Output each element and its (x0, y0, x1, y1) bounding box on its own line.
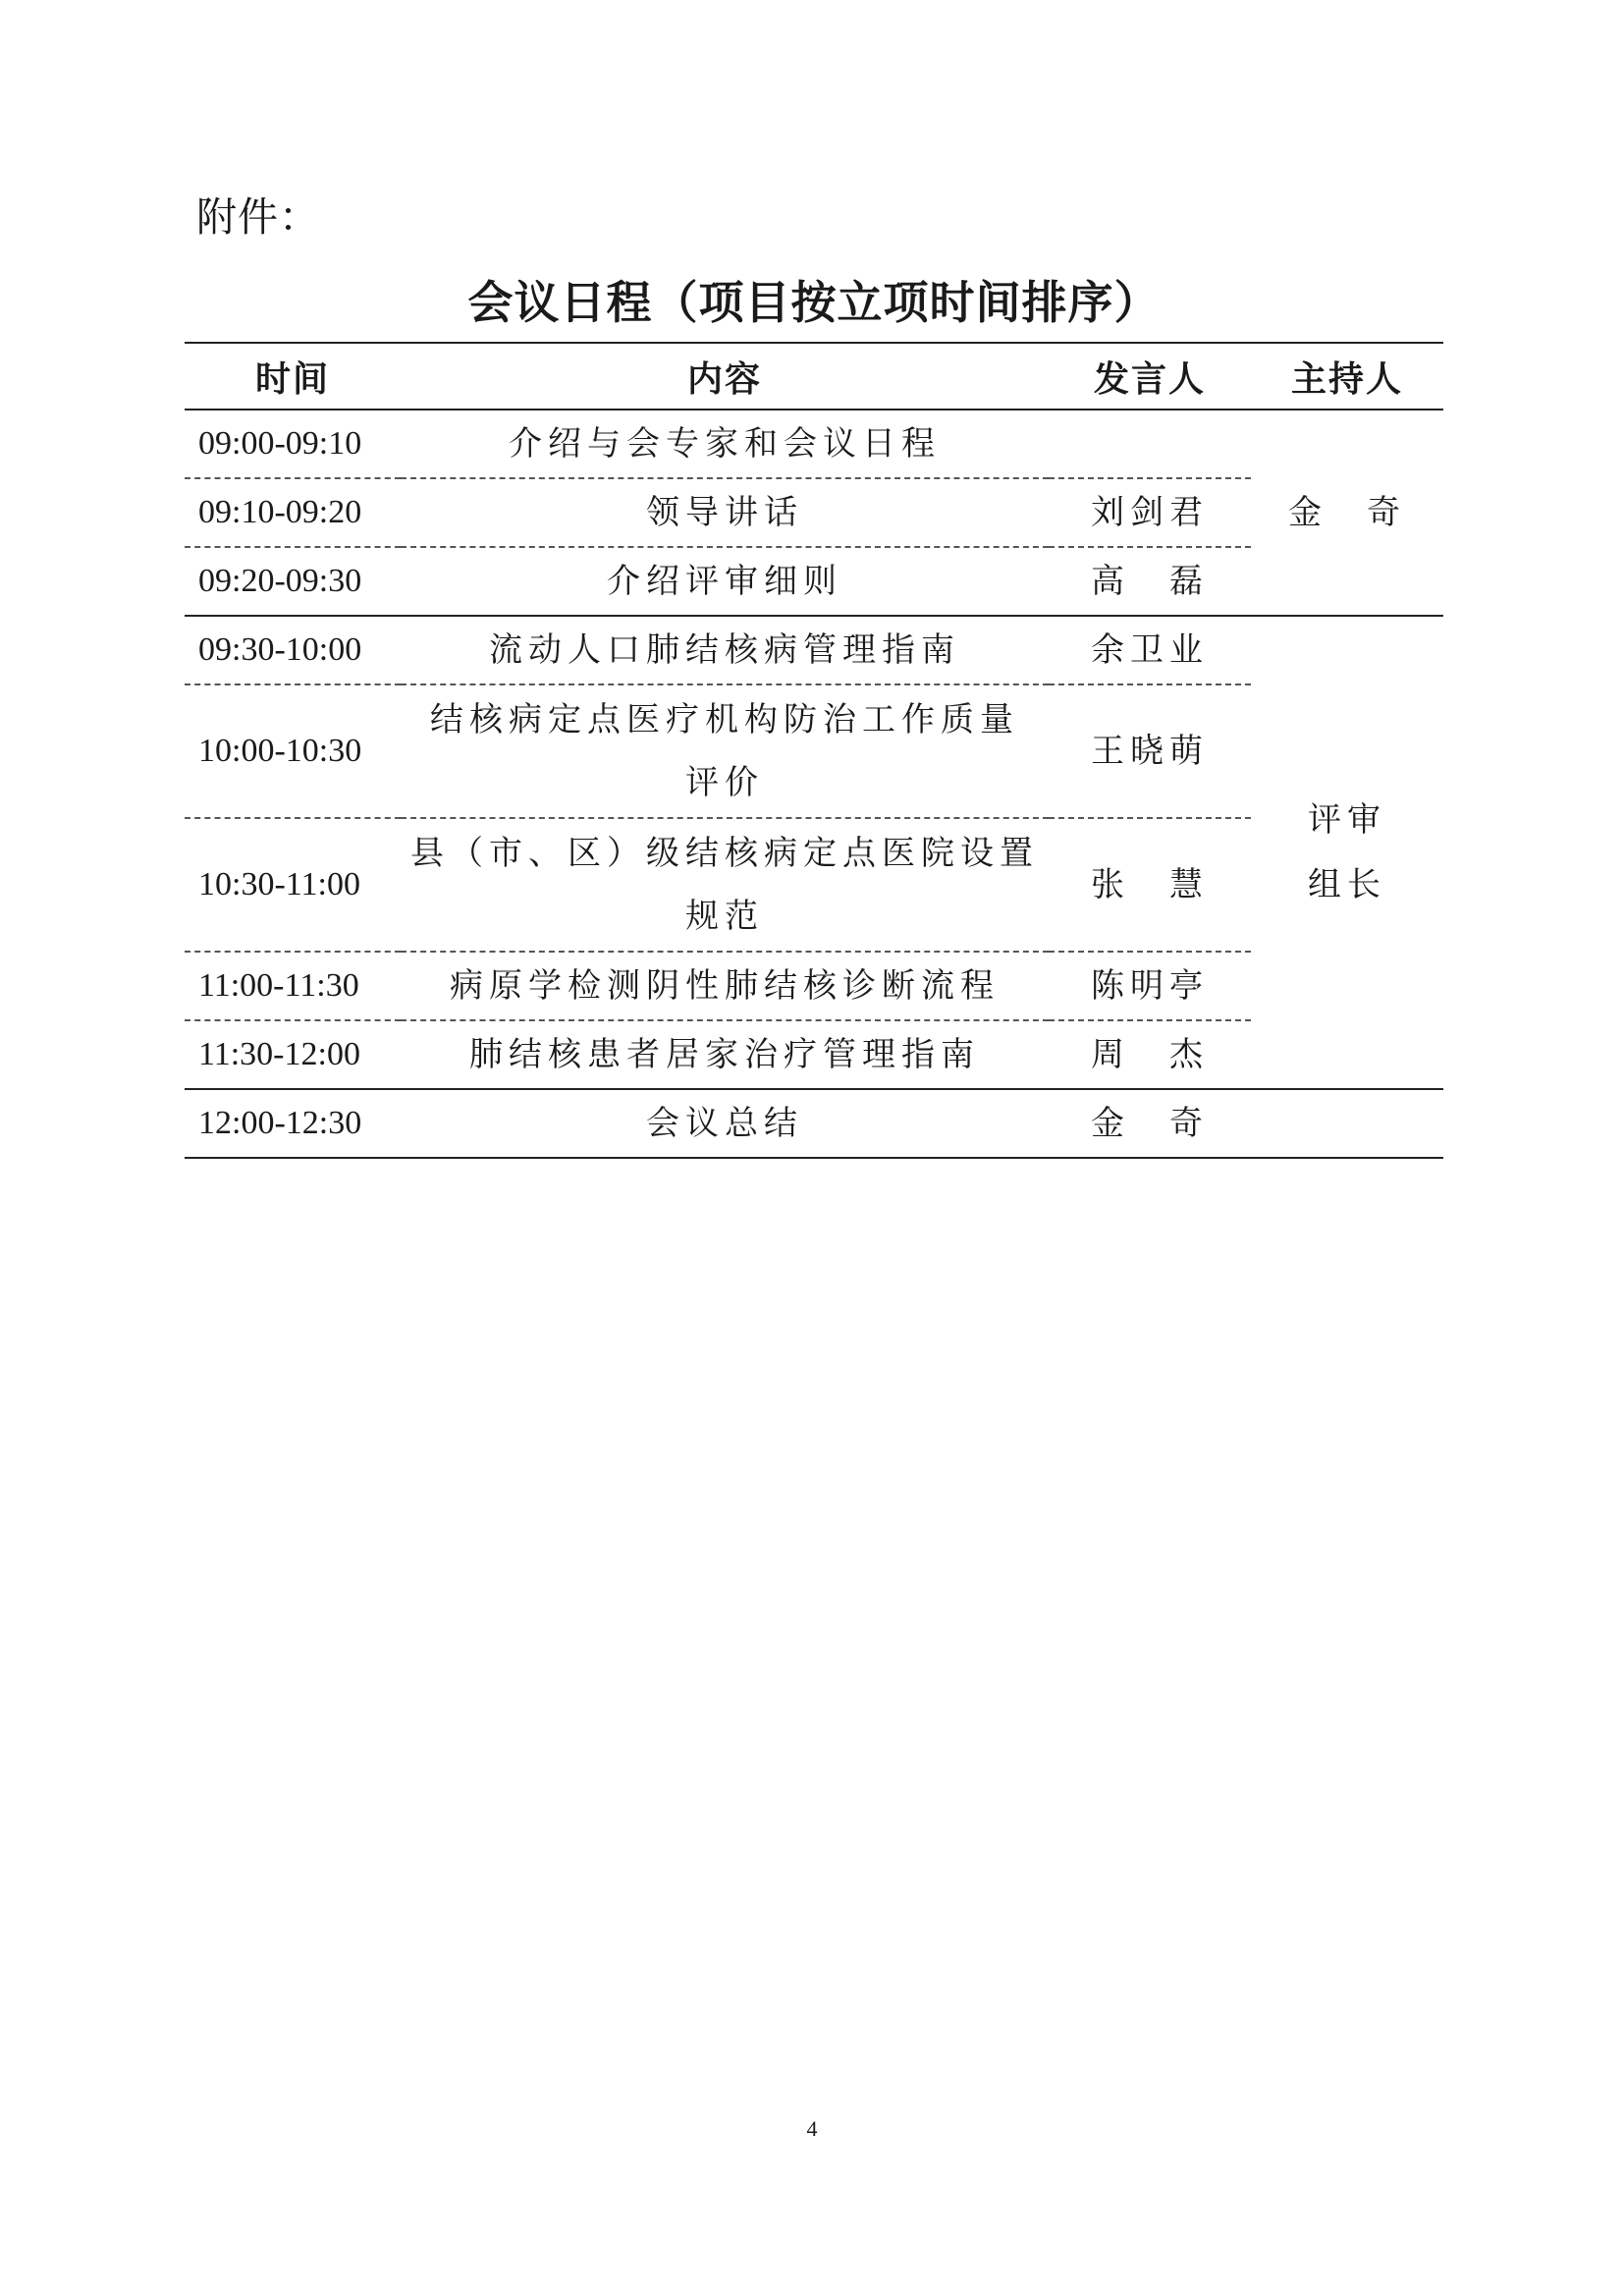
row-time: 12:00-12:30 (185, 1089, 401, 1158)
row-speaker: 高 磊 (1049, 547, 1251, 616)
schedule-table (185, 342, 1443, 1159)
row-time: 09:20-09:30 (185, 547, 401, 616)
row-time: 09:10-09:20 (185, 478, 401, 547)
attachment-label: 附件： (196, 193, 320, 241)
row-speaker: 余卫业 (1049, 616, 1251, 684)
host-name-line2: 组长 (1308, 865, 1386, 904)
row-content: 介绍与会专家和会议日程 (401, 410, 1049, 478)
row-speaker: 王晓萌 (1049, 684, 1251, 818)
page-number: 4 (806, 2116, 818, 2141)
host-cell (1251, 616, 1443, 1089)
row-speaker: 张 慧 (1049, 818, 1251, 952)
table-header-row (185, 343, 1443, 410)
row-content-line1: 结核病定点医疗机构防治工作质量 (430, 700, 1019, 739)
table-row (185, 1089, 1443, 1158)
row-speaker: 金 奇 (1049, 1089, 1251, 1158)
header-host: 主持人 (1251, 343, 1443, 410)
row-time: 09:30-10:00 (185, 616, 401, 684)
table-row (185, 410, 1443, 478)
row-content (401, 684, 1049, 818)
row-content-line2: 规范 (685, 897, 764, 936)
header-time: 时间 (185, 343, 401, 410)
row-time: 11:00-11:30 (185, 952, 401, 1020)
row-content: 会议总结 (401, 1089, 1049, 1158)
header-speaker: 发言人 (1049, 343, 1251, 410)
row-content: 领导讲话 (401, 478, 1049, 547)
row-speaker: 周 杰 (1049, 1020, 1251, 1089)
host-cell (1251, 1089, 1443, 1158)
host-name-line1: 评审 (1308, 800, 1386, 840)
header-content: 内容 (401, 343, 1049, 410)
row-content-line2: 评价 (685, 763, 764, 802)
row-content: 流动人口肺结核病管理指南 (401, 616, 1049, 684)
row-time: 11:30-12:00 (185, 1020, 401, 1089)
row-speaker: 陈明亭 (1049, 952, 1251, 1020)
host-name: 金 奇 (1288, 493, 1406, 532)
row-time: 10:00-10:30 (185, 684, 401, 818)
host-cell (1251, 410, 1443, 616)
row-time: 10:30-11:00 (185, 818, 401, 952)
row-content: 病原学检测阴性肺结核诊断流程 (401, 952, 1049, 1020)
row-speaker (1049, 410, 1251, 478)
row-content-line1: 县（市、区）级结核病定点医院设置 (410, 834, 1039, 873)
page-title: 会议日程（项目按立项时间排序） (467, 276, 1161, 329)
row-speaker: 刘剑君 (1049, 478, 1251, 547)
row-content (401, 818, 1049, 952)
row-content: 肺结核患者居家治疗管理指南 (401, 1020, 1049, 1089)
table-row (185, 616, 1443, 684)
row-content: 介绍评审细则 (401, 547, 1049, 616)
row-time: 09:00-09:10 (185, 410, 401, 478)
